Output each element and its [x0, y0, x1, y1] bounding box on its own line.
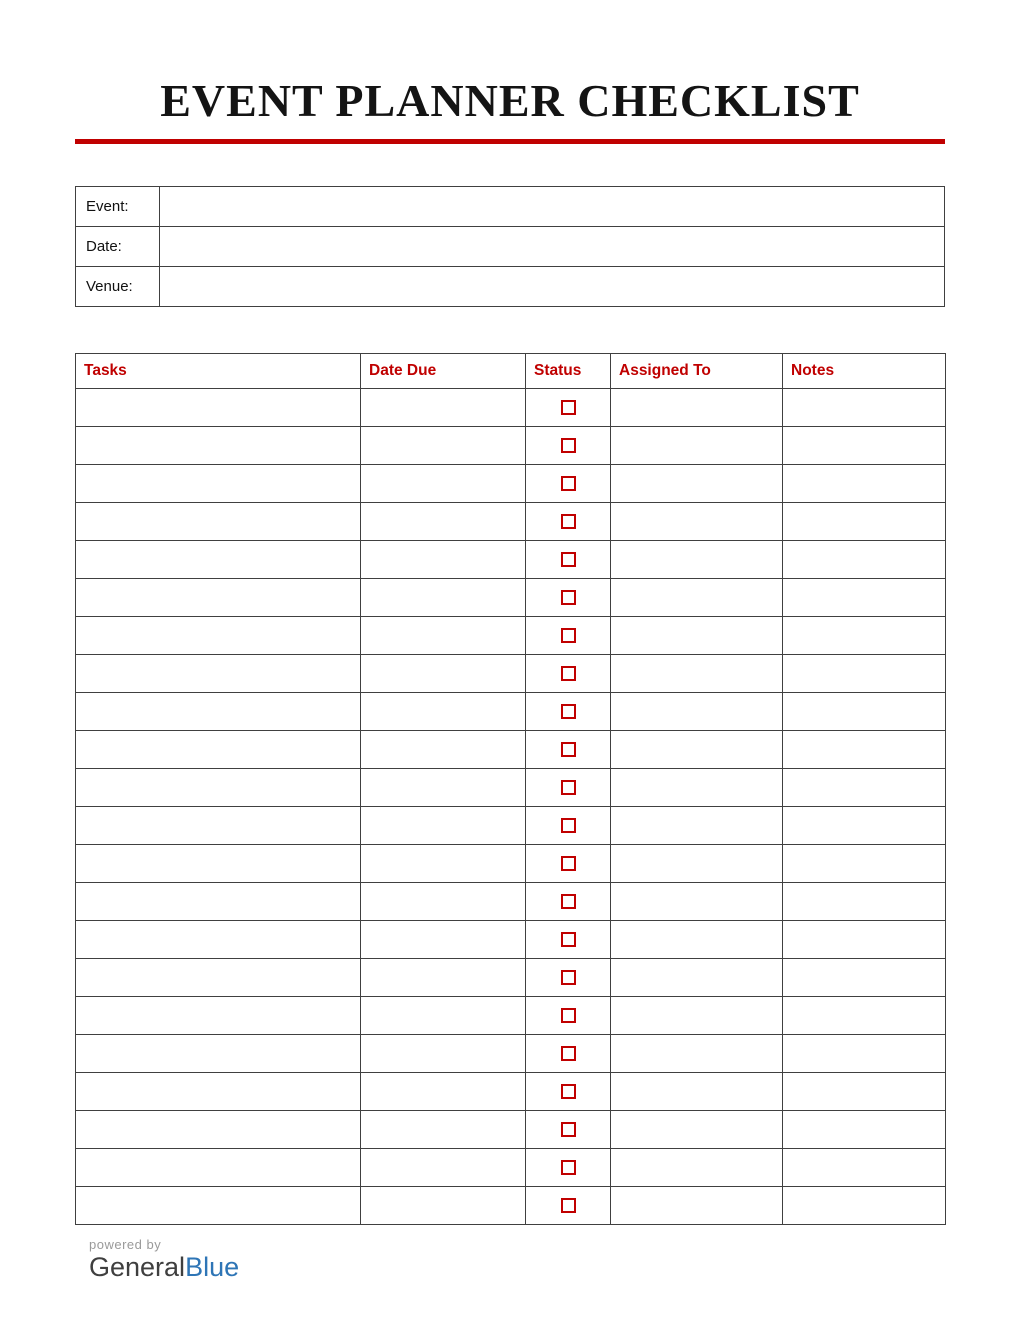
- col-header-assigned-to: Assigned To: [611, 354, 783, 389]
- table-row: [76, 769, 946, 807]
- brand-logo: [89, 1252, 945, 1283]
- status-checkbox-icon[interactable]: [561, 666, 576, 681]
- tasks-cell[interactable]: [76, 1073, 361, 1111]
- table-row: [76, 731, 946, 769]
- notes-cell[interactable]: [783, 997, 946, 1035]
- assigned-to-cell[interactable]: [611, 845, 783, 883]
- table-row: [76, 921, 946, 959]
- status-checkbox-icon[interactable]: [561, 590, 576, 605]
- status-checkbox-icon[interactable]: [561, 1122, 576, 1137]
- date-input-cell[interactable]: [160, 227, 945, 267]
- table-row: [76, 1187, 946, 1225]
- status-cell[interactable]: [526, 541, 611, 579]
- assigned-to-cell[interactable]: [611, 503, 783, 541]
- tasks-cell[interactable]: [76, 465, 361, 503]
- date-due-cell[interactable]: [361, 921, 526, 959]
- col-header-tasks: Tasks: [76, 354, 361, 389]
- status-cell[interactable]: [526, 693, 611, 731]
- tasks-cell[interactable]: [76, 1035, 361, 1073]
- table-row: [76, 541, 946, 579]
- status-cell[interactable]: [526, 617, 611, 655]
- event-input-cell[interactable]: [160, 187, 945, 227]
- status-cell[interactable]: [526, 579, 611, 617]
- date-due-cell[interactable]: [361, 807, 526, 845]
- date-due-cell[interactable]: [361, 1111, 526, 1149]
- notes-cell[interactable]: [783, 617, 946, 655]
- date-due-cell[interactable]: [361, 1149, 526, 1187]
- notes-cell[interactable]: [783, 503, 946, 541]
- status-checkbox-icon[interactable]: [561, 932, 576, 947]
- status-cell[interactable]: [526, 731, 611, 769]
- status-checkbox-icon[interactable]: [561, 514, 576, 529]
- notes-cell[interactable]: [783, 1187, 946, 1225]
- tasks-cell[interactable]: [76, 1111, 361, 1149]
- tasks-cell[interactable]: [76, 921, 361, 959]
- date-due-cell[interactable]: [361, 465, 526, 503]
- assigned-to-cell[interactable]: [611, 997, 783, 1035]
- notes-cell[interactable]: [783, 465, 946, 503]
- col-header-date-due: Date Due: [361, 354, 526, 389]
- tasks-cell[interactable]: [76, 655, 361, 693]
- date-due-cell[interactable]: [361, 1073, 526, 1111]
- notes-cell[interactable]: [783, 1111, 946, 1149]
- status-cell[interactable]: [526, 807, 611, 845]
- date-due-cell[interactable]: [361, 1187, 526, 1225]
- notes-cell[interactable]: [783, 883, 946, 921]
- status-checkbox-icon[interactable]: [561, 400, 576, 415]
- assigned-to-cell[interactable]: [611, 807, 783, 845]
- status-cell[interactable]: [526, 921, 611, 959]
- status-cell[interactable]: [526, 997, 611, 1035]
- notes-cell[interactable]: [783, 1073, 946, 1111]
- notes-cell[interactable]: [783, 541, 946, 579]
- status-checkbox-icon[interactable]: [561, 780, 576, 795]
- tasks-cell[interactable]: [76, 883, 361, 921]
- brand-blue: Blue: [185, 1252, 240, 1282]
- tasks-cell[interactable]: [76, 427, 361, 465]
- date-due-cell[interactable]: [361, 503, 526, 541]
- tasks-cell[interactable]: [76, 693, 361, 731]
- status-checkbox-icon[interactable]: [561, 1160, 576, 1175]
- status-cell[interactable]: [526, 769, 611, 807]
- status-cell[interactable]: [526, 959, 611, 997]
- notes-cell[interactable]: [783, 1149, 946, 1187]
- powered-by-text: powered by: [89, 1237, 162, 1252]
- tasks-cell[interactable]: [76, 1149, 361, 1187]
- status-cell[interactable]: [526, 1073, 611, 1111]
- status-checkbox-icon[interactable]: [561, 818, 576, 833]
- status-checkbox-icon[interactable]: [561, 1198, 576, 1213]
- tasks-cell[interactable]: [76, 617, 361, 655]
- table-row: [76, 579, 946, 617]
- assigned-to-cell[interactable]: [611, 883, 783, 921]
- notes-cell[interactable]: [783, 845, 946, 883]
- tasks-cell[interactable]: [76, 845, 361, 883]
- status-cell[interactable]: [526, 503, 611, 541]
- date-due-cell[interactable]: [361, 389, 526, 427]
- date-due-cell[interactable]: [361, 959, 526, 997]
- date-due-cell[interactable]: [361, 693, 526, 731]
- info-row-venue: [76, 267, 945, 307]
- notes-cell[interactable]: [783, 921, 946, 959]
- notes-cell[interactable]: [783, 959, 946, 997]
- tasks-cell[interactable]: [76, 1187, 361, 1225]
- venue-input-cell[interactable]: [160, 267, 945, 307]
- notes-cell[interactable]: [783, 693, 946, 731]
- table-row: [76, 845, 946, 883]
- date-due-cell[interactable]: [361, 617, 526, 655]
- assigned-to-cell[interactable]: [611, 617, 783, 655]
- notes-cell[interactable]: [783, 427, 946, 465]
- notes-cell[interactable]: [783, 389, 946, 427]
- notes-cell[interactable]: [783, 1035, 946, 1073]
- footer: [75, 1237, 945, 1283]
- status-checkbox-icon[interactable]: [561, 438, 576, 453]
- brand-general: General: [89, 1252, 186, 1282]
- assigned-to-cell[interactable]: [611, 1035, 783, 1073]
- tasks-cell[interactable]: [76, 769, 361, 807]
- table-row: [76, 1035, 946, 1073]
- status-checkbox-icon[interactable]: [561, 894, 576, 909]
- assigned-to-cell[interactable]: [611, 465, 783, 503]
- notes-cell[interactable]: [783, 579, 946, 617]
- page-title: EVENT PLANNER CHECKLIST: [160, 75, 860, 126]
- assigned-to-cell[interactable]: [611, 769, 783, 807]
- table-row: [76, 1073, 946, 1111]
- status-cell[interactable]: [526, 655, 611, 693]
- status-checkbox-icon[interactable]: [561, 552, 576, 567]
- tasks-cell[interactable]: [76, 503, 361, 541]
- info-row-event: [76, 187, 945, 227]
- checklist-table: [75, 353, 946, 1225]
- title-rule: [75, 139, 945, 144]
- date-due-cell[interactable]: [361, 997, 526, 1035]
- col-header-notes: Notes: [783, 354, 946, 389]
- table-row: [76, 503, 946, 541]
- assigned-to-cell[interactable]: [611, 921, 783, 959]
- date-due-cell[interactable]: [361, 845, 526, 883]
- status-cell[interactable]: [526, 1187, 611, 1225]
- assigned-to-cell[interactable]: [611, 541, 783, 579]
- status-checkbox-icon[interactable]: [561, 856, 576, 871]
- assigned-to-cell[interactable]: [611, 655, 783, 693]
- date-label: Date:: [76, 227, 160, 267]
- status-cell[interactable]: [526, 1111, 611, 1149]
- status-checkbox-icon[interactable]: [561, 1046, 576, 1061]
- tasks-cell[interactable]: [76, 541, 361, 579]
- status-checkbox-icon[interactable]: [561, 1084, 576, 1099]
- tasks-cell[interactable]: [76, 731, 361, 769]
- table-row: [76, 427, 946, 465]
- assigned-to-cell[interactable]: [611, 1187, 783, 1225]
- assigned-to-cell[interactable]: [611, 427, 783, 465]
- notes-cell[interactable]: [783, 769, 946, 807]
- status-checkbox-icon[interactable]: [561, 628, 576, 643]
- table-row: [76, 389, 946, 427]
- assigned-to-cell[interactable]: [611, 579, 783, 617]
- table-row: [76, 1149, 946, 1187]
- assigned-to-cell[interactable]: [611, 959, 783, 997]
- assigned-to-cell[interactable]: [611, 693, 783, 731]
- col-header-status: Status: [526, 354, 611, 389]
- assigned-to-cell[interactable]: [611, 1073, 783, 1111]
- tasks-cell[interactable]: [76, 389, 361, 427]
- table-row: [76, 997, 946, 1035]
- assigned-to-cell[interactable]: [611, 1149, 783, 1187]
- date-due-cell[interactable]: [361, 769, 526, 807]
- checklist-header-row: [76, 354, 946, 389]
- date-due-cell[interactable]: [361, 731, 526, 769]
- status-cell[interactable]: [526, 465, 611, 503]
- date-due-cell[interactable]: [361, 579, 526, 617]
- status-cell[interactable]: [526, 1035, 611, 1073]
- venue-label: Venue:: [76, 267, 160, 307]
- table-row: [76, 807, 946, 845]
- table-row: [76, 883, 946, 921]
- tasks-cell[interactable]: [76, 959, 361, 997]
- status-cell[interactable]: [526, 427, 611, 465]
- tasks-cell[interactable]: [76, 997, 361, 1035]
- status-cell[interactable]: [526, 845, 611, 883]
- table-row: [76, 693, 946, 731]
- assigned-to-cell[interactable]: [611, 389, 783, 427]
- status-checkbox-icon[interactable]: [561, 742, 576, 757]
- status-checkbox-icon[interactable]: [561, 970, 576, 985]
- date-due-cell[interactable]: [361, 655, 526, 693]
- date-due-cell[interactable]: [361, 1035, 526, 1073]
- status-cell[interactable]: [526, 1149, 611, 1187]
- tasks-cell[interactable]: [76, 807, 361, 845]
- assigned-to-cell[interactable]: [611, 1111, 783, 1149]
- date-due-cell[interactable]: [361, 883, 526, 921]
- date-due-cell[interactable]: [361, 427, 526, 465]
- table-row: [76, 465, 946, 503]
- event-label: Event:: [76, 187, 160, 227]
- table-row: [76, 655, 946, 693]
- info-row-date: [76, 227, 945, 267]
- status-checkbox-icon[interactable]: [561, 704, 576, 719]
- date-due-cell[interactable]: [361, 541, 526, 579]
- notes-cell[interactable]: [783, 807, 946, 845]
- table-row: [76, 1111, 946, 1149]
- assigned-to-cell[interactable]: [611, 731, 783, 769]
- event-info-table: [75, 186, 945, 307]
- status-checkbox-icon[interactable]: [561, 1008, 576, 1023]
- status-cell[interactable]: [526, 883, 611, 921]
- notes-cell[interactable]: [783, 655, 946, 693]
- table-row: [76, 617, 946, 655]
- status-cell[interactable]: [526, 389, 611, 427]
- tasks-cell[interactable]: [76, 579, 361, 617]
- status-checkbox-icon[interactable]: [561, 476, 576, 491]
- notes-cell[interactable]: [783, 731, 946, 769]
- table-row: [76, 959, 946, 997]
